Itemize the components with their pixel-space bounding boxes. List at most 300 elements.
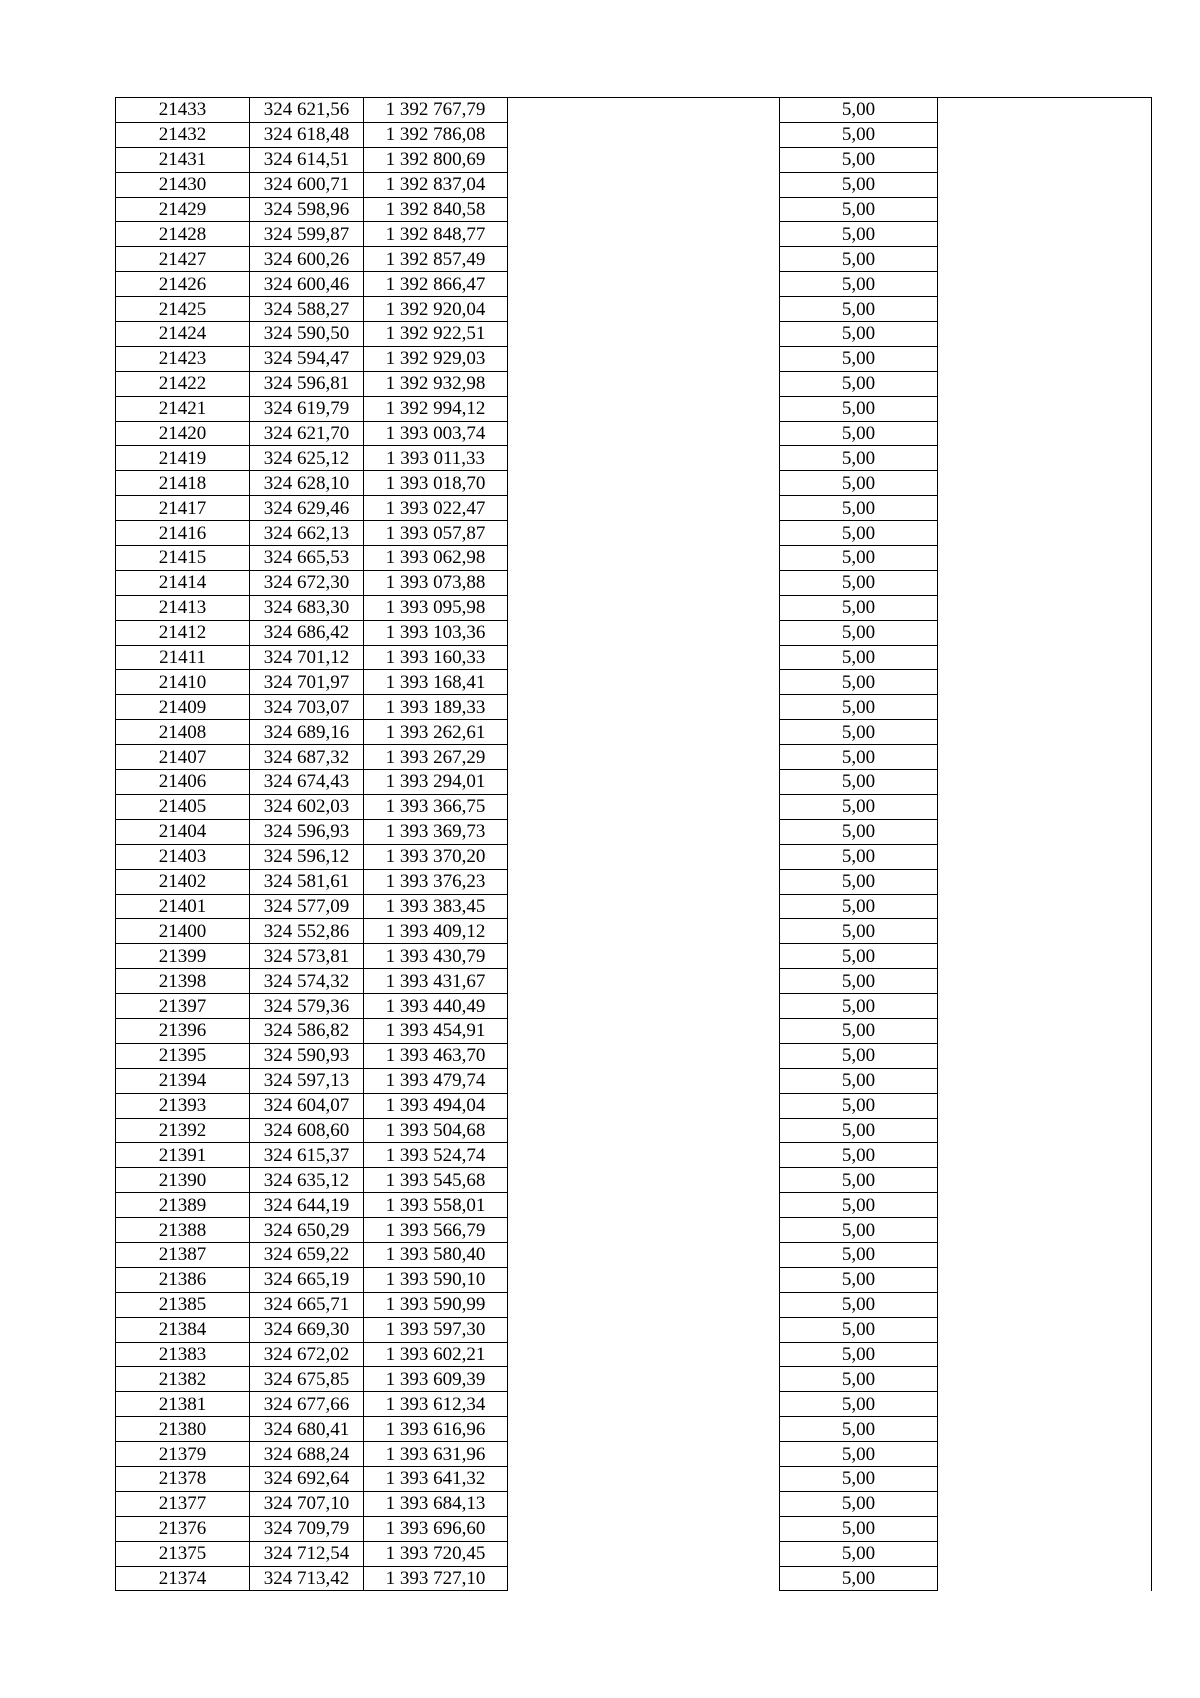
blank-cell (938, 446, 1152, 471)
point-number-cell: 21432 (116, 122, 250, 147)
blank-cell (938, 546, 1152, 571)
x-coordinate-cell: 324 713,42 (250, 1566, 364, 1591)
y-coordinate-cell: 1 393 262,61 (364, 720, 508, 745)
x-coordinate-cell: 324 712,54 (250, 1541, 364, 1566)
blank-cell (938, 994, 1152, 1019)
x-coordinate-cell: 324 588,27 (250, 297, 364, 322)
point-number-cell: 21409 (116, 695, 250, 720)
value-cell: 5,00 (780, 1566, 938, 1591)
blank-cell (508, 1367, 780, 1392)
blank-cell (938, 521, 1152, 546)
point-number-cell: 21388 (116, 1218, 250, 1243)
y-coordinate-cell: 1 393 095,98 (364, 595, 508, 620)
x-coordinate-cell: 324 707,10 (250, 1491, 364, 1516)
blank-cell (938, 496, 1152, 521)
blank-cell (508, 969, 780, 994)
blank-cell (938, 919, 1152, 944)
blank-cell (508, 819, 780, 844)
point-number-cell: 21385 (116, 1292, 250, 1317)
x-coordinate-cell: 324 600,26 (250, 247, 364, 272)
y-coordinate-cell: 1 393 494,04 (364, 1093, 508, 1118)
x-coordinate-cell: 324 662,13 (250, 521, 364, 546)
table-row (116, 322, 1152, 347)
y-coordinate-cell: 1 392 848,77 (364, 222, 508, 247)
value-cell: 5,00 (780, 1068, 938, 1093)
blank-cell (938, 620, 1152, 645)
blank-cell (508, 745, 780, 770)
blank-cell (938, 1392, 1152, 1417)
blank-cell (508, 869, 780, 894)
point-number-cell: 21412 (116, 620, 250, 645)
table-row (116, 1417, 1152, 1442)
value-cell: 5,00 (780, 222, 938, 247)
table-row (116, 1242, 1152, 1267)
blank-cell (938, 695, 1152, 720)
point-number-cell: 21399 (116, 944, 250, 969)
value-cell: 5,00 (780, 122, 938, 147)
value-cell: 5,00 (780, 1242, 938, 1267)
value-cell: 5,00 (780, 819, 938, 844)
table-row (116, 819, 1152, 844)
table-row (116, 446, 1152, 471)
point-number-cell: 21376 (116, 1516, 250, 1541)
blank-cell (508, 720, 780, 745)
blank-cell (508, 1516, 780, 1541)
table-row (116, 1566, 1152, 1591)
y-coordinate-cell: 1 393 609,39 (364, 1367, 508, 1392)
blank-cell (508, 172, 780, 197)
value-cell: 5,00 (780, 670, 938, 695)
y-coordinate-cell: 1 393 727,10 (364, 1566, 508, 1591)
x-coordinate-cell: 324 577,09 (250, 894, 364, 919)
point-number-cell: 21428 (116, 222, 250, 247)
y-coordinate-cell: 1 393 616,96 (364, 1417, 508, 1442)
point-number-cell: 21414 (116, 570, 250, 595)
blank-cell (938, 1118, 1152, 1143)
table-row (116, 1218, 1152, 1243)
blank-cell (508, 421, 780, 446)
blank-cell (938, 1541, 1152, 1566)
blank-cell (508, 1218, 780, 1243)
y-coordinate-cell: 1 392 840,58 (364, 197, 508, 222)
point-number-cell: 21407 (116, 745, 250, 770)
y-coordinate-cell: 1 393 440,49 (364, 994, 508, 1019)
table-row (116, 1118, 1152, 1143)
value-cell: 5,00 (780, 944, 938, 969)
value-cell: 5,00 (780, 471, 938, 496)
table-row (116, 421, 1152, 446)
x-coordinate-cell: 324 635,12 (250, 1168, 364, 1193)
blank-cell (508, 446, 780, 471)
blank-cell (508, 346, 780, 371)
blank-cell (508, 645, 780, 670)
blank-cell (938, 1242, 1152, 1267)
blank-cell (938, 770, 1152, 795)
x-coordinate-cell: 324 665,71 (250, 1292, 364, 1317)
blank-cell (938, 844, 1152, 869)
y-coordinate-cell: 1 393 479,74 (364, 1068, 508, 1093)
y-coordinate-cell: 1 392 800,69 (364, 147, 508, 172)
value-cell: 5,00 (780, 371, 938, 396)
value-cell: 5,00 (780, 1093, 938, 1118)
value-cell: 5,00 (780, 172, 938, 197)
y-coordinate-cell: 1 393 267,29 (364, 745, 508, 770)
x-coordinate-cell: 324 604,07 (250, 1093, 364, 1118)
blank-cell (508, 1491, 780, 1516)
table-row (116, 496, 1152, 521)
y-coordinate-cell: 1 393 168,41 (364, 670, 508, 695)
table-row (116, 1392, 1152, 1417)
value-cell: 5,00 (780, 1118, 938, 1143)
blank-cell (938, 1417, 1152, 1442)
blank-cell (938, 197, 1152, 222)
blank-cell (938, 969, 1152, 994)
blank-cell (508, 570, 780, 595)
blank-cell (508, 1541, 780, 1566)
point-number-cell: 21421 (116, 396, 250, 421)
y-coordinate-cell: 1 393 003,74 (364, 421, 508, 446)
blank-cell (508, 794, 780, 819)
blank-cell (938, 1193, 1152, 1218)
value-cell: 5,00 (780, 570, 938, 595)
table-row (116, 1442, 1152, 1467)
y-coordinate-cell: 1 393 463,70 (364, 1043, 508, 1068)
point-number-cell: 21426 (116, 272, 250, 297)
blank-cell (938, 1367, 1152, 1392)
table-row (116, 745, 1152, 770)
x-coordinate-cell: 324 687,32 (250, 745, 364, 770)
x-coordinate-cell: 324 599,87 (250, 222, 364, 247)
table-row (116, 396, 1152, 421)
value-cell: 5,00 (780, 794, 938, 819)
x-coordinate-cell: 324 686,42 (250, 620, 364, 645)
blank-cell (938, 1093, 1152, 1118)
point-number-cell: 21427 (116, 247, 250, 272)
y-coordinate-cell: 1 393 580,40 (364, 1242, 508, 1267)
value-cell: 5,00 (780, 322, 938, 347)
value-cell: 5,00 (780, 969, 938, 994)
y-coordinate-cell: 1 393 612,34 (364, 1392, 508, 1417)
point-number-cell: 21423 (116, 346, 250, 371)
blank-cell (508, 1143, 780, 1168)
x-coordinate-cell: 324 615,37 (250, 1143, 364, 1168)
blank-cell (938, 1342, 1152, 1367)
blank-cell (508, 1043, 780, 1068)
value-cell: 5,00 (780, 894, 938, 919)
table-row (116, 894, 1152, 919)
point-number-cell: 21400 (116, 919, 250, 944)
table-row (116, 869, 1152, 894)
x-coordinate-cell: 324 596,81 (250, 371, 364, 396)
y-coordinate-cell: 1 393 383,45 (364, 894, 508, 919)
blank-cell (508, 521, 780, 546)
point-number-cell: 21425 (116, 297, 250, 322)
blank-cell (508, 1068, 780, 1093)
x-coordinate-cell: 324 614,51 (250, 147, 364, 172)
y-coordinate-cell: 1 393 430,79 (364, 944, 508, 969)
value-cell: 5,00 (780, 1292, 938, 1317)
table-row (116, 1342, 1152, 1367)
blank-cell (508, 1118, 780, 1143)
point-number-cell: 21420 (116, 421, 250, 446)
blank-cell (938, 396, 1152, 421)
y-coordinate-cell: 1 393 524,74 (364, 1143, 508, 1168)
x-coordinate-cell: 324 597,13 (250, 1068, 364, 1093)
point-number-cell: 21431 (116, 147, 250, 172)
table-row (116, 919, 1152, 944)
point-number-cell: 21380 (116, 1417, 250, 1442)
blank-cell (508, 98, 780, 123)
value-cell: 5,00 (780, 1018, 938, 1043)
blank-cell (508, 1566, 780, 1591)
blank-cell (938, 371, 1152, 396)
value-cell: 5,00 (780, 297, 938, 322)
x-coordinate-cell: 324 650,29 (250, 1218, 364, 1243)
table-row (116, 595, 1152, 620)
table-row (116, 371, 1152, 396)
blank-cell (938, 147, 1152, 172)
y-coordinate-cell: 1 393 018,70 (364, 471, 508, 496)
blank-cell (938, 471, 1152, 496)
blank-cell (508, 695, 780, 720)
blank-cell (508, 944, 780, 969)
point-number-cell: 21433 (116, 98, 250, 123)
x-coordinate-cell: 324 688,24 (250, 1442, 364, 1467)
blank-cell (938, 297, 1152, 322)
point-number-cell: 21404 (116, 819, 250, 844)
blank-cell (938, 1566, 1152, 1591)
value-cell: 5,00 (780, 720, 938, 745)
value-cell: 5,00 (780, 1168, 938, 1193)
x-coordinate-cell: 324 677,66 (250, 1392, 364, 1417)
blank-cell (938, 1292, 1152, 1317)
blank-cell (508, 496, 780, 521)
x-coordinate-cell: 324 703,07 (250, 695, 364, 720)
point-number-cell: 21375 (116, 1541, 250, 1566)
point-number-cell: 21390 (116, 1168, 250, 1193)
x-coordinate-cell: 324 675,85 (250, 1367, 364, 1392)
y-coordinate-cell: 1 392 920,04 (364, 297, 508, 322)
blank-cell (508, 122, 780, 147)
y-coordinate-cell: 1 393 022,47 (364, 496, 508, 521)
x-coordinate-cell: 324 619,79 (250, 396, 364, 421)
value-cell: 5,00 (780, 247, 938, 272)
blank-cell (508, 1442, 780, 1467)
value-cell: 5,00 (780, 272, 938, 297)
value-cell: 5,00 (780, 1218, 938, 1243)
blank-cell (938, 122, 1152, 147)
x-coordinate-cell: 324 574,32 (250, 969, 364, 994)
blank-cell (938, 1168, 1152, 1193)
point-number-cell: 21415 (116, 546, 250, 571)
table-row (116, 1292, 1152, 1317)
value-cell: 5,00 (780, 1516, 938, 1541)
x-coordinate-cell: 324 629,46 (250, 496, 364, 521)
point-number-cell: 21379 (116, 1442, 250, 1467)
point-number-cell: 21391 (116, 1143, 250, 1168)
value-cell: 5,00 (780, 1466, 938, 1491)
table-row (116, 1317, 1152, 1342)
y-coordinate-cell: 1 393 160,33 (364, 645, 508, 670)
point-number-cell: 21406 (116, 770, 250, 795)
blank-cell (938, 1491, 1152, 1516)
y-coordinate-cell: 1 393 073,88 (364, 570, 508, 595)
y-coordinate-cell: 1 393 366,75 (364, 794, 508, 819)
table-row (116, 521, 1152, 546)
blank-cell (938, 222, 1152, 247)
point-number-cell: 21396 (116, 1018, 250, 1043)
blank-cell (938, 645, 1152, 670)
y-coordinate-cell: 1 393 504,68 (364, 1118, 508, 1143)
point-number-cell: 21405 (116, 794, 250, 819)
blank-cell (508, 1093, 780, 1118)
table-row (116, 147, 1152, 172)
blank-cell (938, 1018, 1152, 1043)
x-coordinate-cell: 324 672,30 (250, 570, 364, 595)
table-row (116, 1541, 1152, 1566)
point-number-cell: 21410 (116, 670, 250, 695)
blank-cell (938, 670, 1152, 695)
blank-cell (508, 919, 780, 944)
y-coordinate-cell: 1 393 376,23 (364, 869, 508, 894)
blank-cell (938, 944, 1152, 969)
value-cell: 5,00 (780, 745, 938, 770)
blank-cell (508, 371, 780, 396)
x-coordinate-cell: 324 680,41 (250, 1417, 364, 1442)
x-coordinate-cell: 324 674,43 (250, 770, 364, 795)
blank-cell (508, 272, 780, 297)
value-cell: 5,00 (780, 1317, 938, 1342)
coordinates-table (115, 97, 1152, 1591)
blank-cell (938, 1442, 1152, 1467)
blank-cell (938, 346, 1152, 371)
value-cell: 5,00 (780, 98, 938, 123)
y-coordinate-cell: 1 392 767,79 (364, 98, 508, 123)
point-number-cell: 21424 (116, 322, 250, 347)
table-row (116, 1491, 1152, 1516)
point-number-cell: 21416 (116, 521, 250, 546)
y-coordinate-cell: 1 393 370,20 (364, 844, 508, 869)
point-number-cell: 21408 (116, 720, 250, 745)
x-coordinate-cell: 324 692,64 (250, 1466, 364, 1491)
y-coordinate-cell: 1 393 294,01 (364, 770, 508, 795)
y-coordinate-cell: 1 392 857,49 (364, 247, 508, 272)
table-row (116, 1018, 1152, 1043)
table-row (116, 1043, 1152, 1068)
point-number-cell: 21418 (116, 471, 250, 496)
table-row (116, 944, 1152, 969)
x-coordinate-cell: 324 590,50 (250, 322, 364, 347)
blank-cell (508, 396, 780, 421)
x-coordinate-cell: 324 552,86 (250, 919, 364, 944)
value-cell: 5,00 (780, 1193, 938, 1218)
x-coordinate-cell: 324 586,82 (250, 1018, 364, 1043)
y-coordinate-cell: 1 393 558,01 (364, 1193, 508, 1218)
y-coordinate-cell: 1 393 590,99 (364, 1292, 508, 1317)
y-coordinate-cell: 1 393 696,60 (364, 1516, 508, 1541)
blank-cell (938, 272, 1152, 297)
blank-cell (508, 1466, 780, 1491)
point-number-cell: 21394 (116, 1068, 250, 1093)
blank-cell (938, 819, 1152, 844)
table-row (116, 222, 1152, 247)
x-coordinate-cell: 324 628,10 (250, 471, 364, 496)
y-coordinate-cell: 1 393 597,30 (364, 1317, 508, 1342)
blank-cell (508, 595, 780, 620)
y-coordinate-cell: 1 392 786,08 (364, 122, 508, 147)
value-cell: 5,00 (780, 1342, 938, 1367)
x-coordinate-cell: 324 659,22 (250, 1242, 364, 1267)
blank-cell (508, 1342, 780, 1367)
blank-cell (508, 322, 780, 347)
point-number-cell: 21419 (116, 446, 250, 471)
blank-cell (938, 794, 1152, 819)
x-coordinate-cell: 324 608,60 (250, 1118, 364, 1143)
x-coordinate-cell: 324 701,12 (250, 645, 364, 670)
value-cell: 5,00 (780, 919, 938, 944)
blank-cell (938, 98, 1152, 123)
table-row (116, 969, 1152, 994)
value-cell: 5,00 (780, 521, 938, 546)
table-body (116, 98, 1152, 1591)
value-cell: 5,00 (780, 1541, 938, 1566)
y-coordinate-cell: 1 393 631,96 (364, 1442, 508, 1467)
y-coordinate-cell: 1 393 369,73 (364, 819, 508, 844)
blank-cell (508, 844, 780, 869)
blank-cell (508, 894, 780, 919)
blank-cell (508, 1168, 780, 1193)
x-coordinate-cell: 324 683,30 (250, 595, 364, 620)
blank-cell (508, 620, 780, 645)
table-row (116, 247, 1152, 272)
table-row (116, 1143, 1152, 1168)
table-row (116, 98, 1152, 123)
blank-cell (508, 247, 780, 272)
point-number-cell: 21413 (116, 595, 250, 620)
x-coordinate-cell: 324 598,96 (250, 197, 364, 222)
x-coordinate-cell: 324 581,61 (250, 869, 364, 894)
blank-cell (938, 1466, 1152, 1491)
table-row (116, 1267, 1152, 1292)
blank-cell (508, 471, 780, 496)
blank-cell (938, 1317, 1152, 1342)
x-coordinate-cell: 324 621,70 (250, 421, 364, 446)
table-row (116, 1367, 1152, 1392)
value-cell: 5,00 (780, 496, 938, 521)
x-coordinate-cell: 324 625,12 (250, 446, 364, 471)
table-row (116, 1466, 1152, 1491)
point-number-cell: 21402 (116, 869, 250, 894)
x-coordinate-cell: 324 672,02 (250, 1342, 364, 1367)
blank-cell (938, 1143, 1152, 1168)
y-coordinate-cell: 1 393 103,36 (364, 620, 508, 645)
x-coordinate-cell: 324 621,56 (250, 98, 364, 123)
table-row (116, 471, 1152, 496)
y-coordinate-cell: 1 392 932,98 (364, 371, 508, 396)
blank-cell (508, 994, 780, 1019)
y-coordinate-cell: 1 393 720,45 (364, 1541, 508, 1566)
blank-cell (938, 1043, 1152, 1068)
point-number-cell: 21389 (116, 1193, 250, 1218)
table-row (116, 346, 1152, 371)
x-coordinate-cell: 324 701,97 (250, 670, 364, 695)
point-number-cell: 21381 (116, 1392, 250, 1417)
value-cell: 5,00 (780, 645, 938, 670)
blank-cell (508, 1267, 780, 1292)
point-number-cell: 21417 (116, 496, 250, 521)
x-coordinate-cell: 324 590,93 (250, 1043, 364, 1068)
blank-cell (938, 247, 1152, 272)
